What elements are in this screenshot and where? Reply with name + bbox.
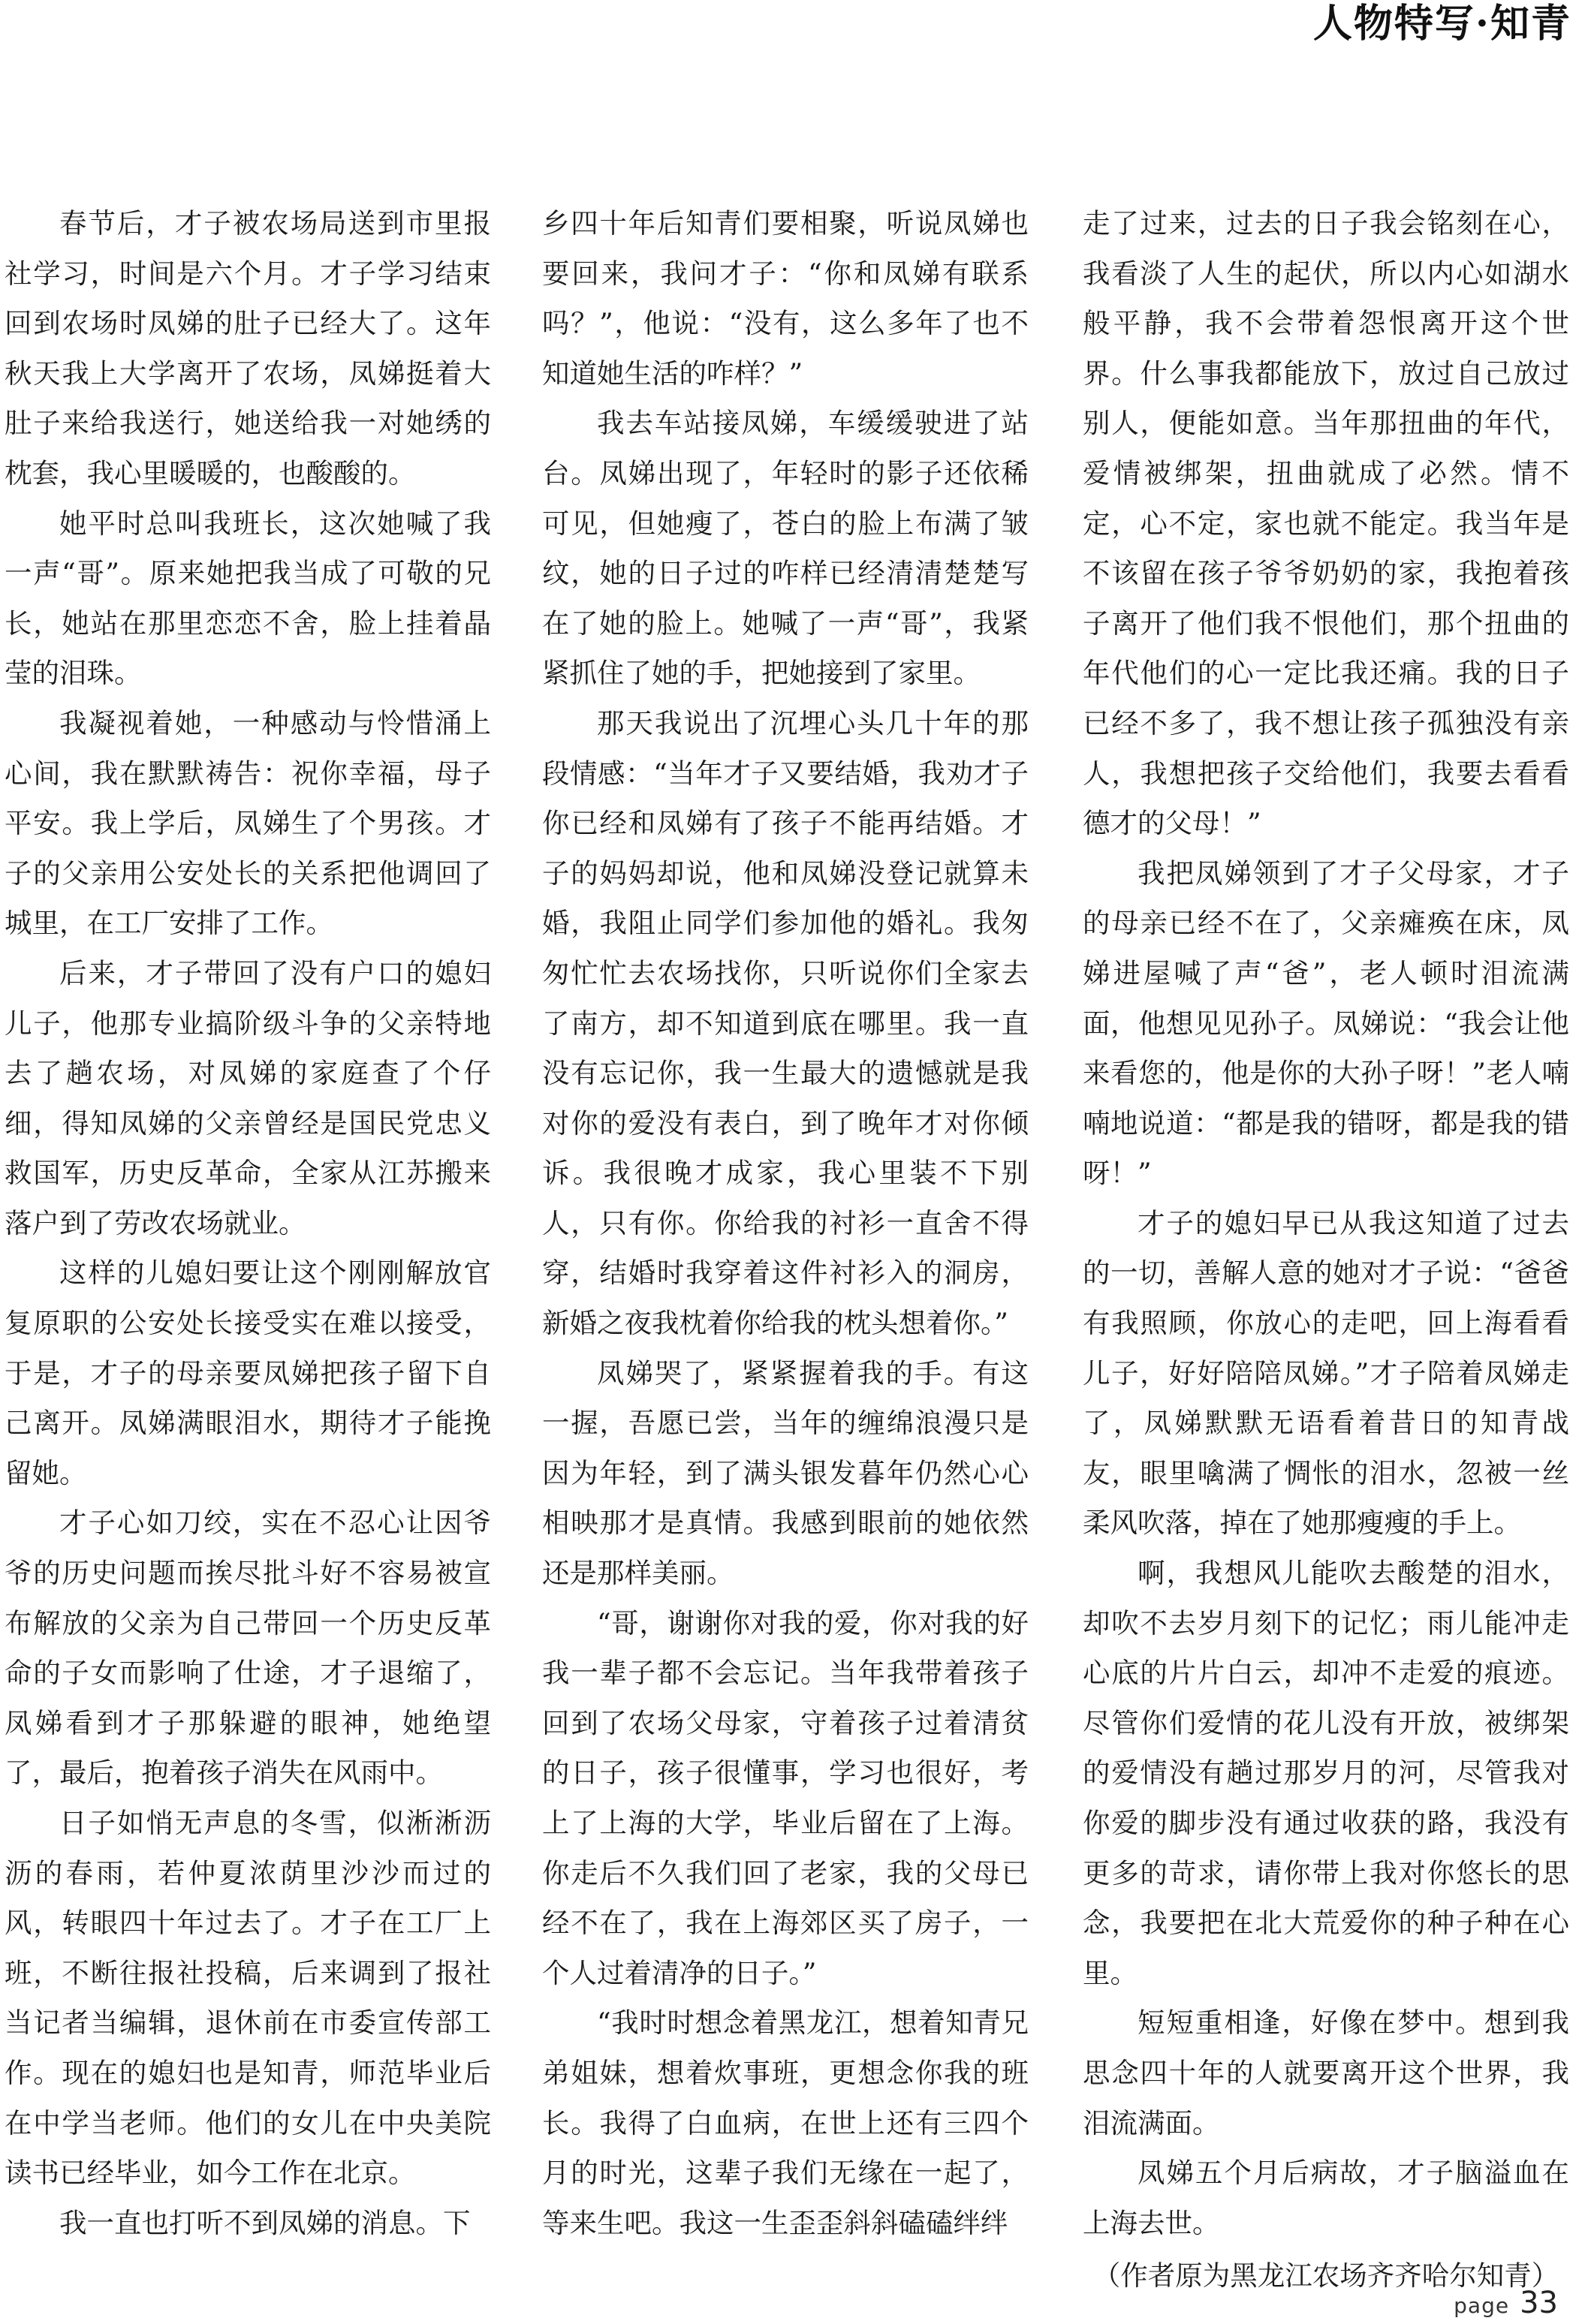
paragraph-continued: 走了过来，过去的日子我会铭刻在心，我看淡了人生的起伏，所以内心如湖水般平静，我不会带着怨恨离开这个世界。什么事我都能放下，放过自己放过别人，便能如意。当年那扭曲的年代，爱情被绑架，扭曲就成了必然。情不定，心不定，家也就不能定。我当年是不该留在孩子爷爷奶奶的家，我抱着孩子离开了他们我不恨他们，那个扭曲的年代他们的心一定比我还痛。我的日子已经不多了，我不想让孩子孤独没有亲人，我想把孩子交给他们，我要去看看德才的父母！” xyxy=(1083,207,1569,840)
paragraph: 那天我说出了沉埋心头几十年的那段情感：“当年才子又要结婚，我劝才子你已经和凤娣有了孩子不能再结婚。才子的妈妈却说，他和凤娣没登记就算未婚，我阻止同学们参加他的婚礼。我匆匆忙忙去农场找你，只听说你们全家去了南方，却不知道到底在哪里。我一直没有忘记你，我一生最大的遗憾就是我对你的爱没有表白，到了晚年才对你倾诉。我很晚才成家，我心里装不下别人，只有你。你给我的衬衫一直舍不得穿，结婚时我穿着这件衬衫入的洞房，新婚之夜我枕着你给我的枕头想着你。” xyxy=(542,706,1029,1340)
section-header: 人物特写·知青 xyxy=(1312,1,1571,47)
article-column-1 xyxy=(5,199,491,2248)
article-column-2 xyxy=(542,199,1029,2248)
paragraph: 才子心如刀绞，实在不忍心让因爷爷的历史问题而挨尽批斗好不容易被宣布解放的父亲为自己带回一个历史反革命的子女而影响了仕途，才子退缩了，凤娣看到才子那躲避的眼神，她绝望了，最后，抱着孩子消失在风雨中。 xyxy=(5,1507,491,1790)
paragraph: 啊，我想风儿能吹去酸楚的泪水，却吹不去岁月刻下的记忆；雨儿能冲走心底的片片白云，却冲不走爱的痕迹。尽管你们爱情的花儿没有开放，被绑架的爱情没有趟过那岁月的河，尽管我对你爱的脚步没有通过收获的路，我没有更多的苛求，请你带上我对你悠长的思念，我要把在北大荒爱你的种子种在心里。 xyxy=(1083,1557,1569,1989)
page-label: page xyxy=(1454,2293,1510,2318)
paragraph: 凤娣哭了，紧紧握着我的手。有这一握，吾愿已尝，当年的缠绵浪漫只是因为年轻，到了满头银发暮年仍然心心相映那才是真情。我感到眼前的她依然还是那样美丽。 xyxy=(542,1356,1029,1590)
page-number: 33 xyxy=(1520,2286,1558,2320)
paragraph: 我一直也打听不到凤娣的消息。下 xyxy=(59,2206,471,2239)
paragraph: 凤娣五个月后病故，才子脑溢血在上海去世。 xyxy=(1083,2157,1569,2239)
page-footer xyxy=(1454,2286,1558,2323)
paragraph: 春节后，才子被农场局送到市里报社学习，时间是六个月。才子学习结束回到农场时凤娣的肚子已经大了。这年秋天我上大学离开了农场，凤娣挺着大肚子来给我送行，她送给我一对她绣的枕套，我心里暖暖的，也酸酸的。 xyxy=(5,207,491,489)
paragraph: 我去车站接凤娣，车缓缓驶进了站台。凤娣出现了，年轻时的影子还依稀可见，但她瘦了，苍白的脸上布满了皱纹，她的日子过的咋样已经清清楚楚写在了她的脸上。她喊了一声“哥”，我紧紧抓住了她的手，把她接到了家里。 xyxy=(542,407,1029,690)
paragraph: 她平时总叫我班长，这次她喊了我一声“哥”。原来她把我当成了可敬的兄长，她站在那里恋恋不舍，脸上挂着晶莹的泪珠。 xyxy=(5,507,491,690)
paragraph: 才子的媳妇早已从我这知道了过去的一切，善解人意的她对才子说：“爸爸有我照顾，你放心的走吧，回上海看看儿子，好好陪陪凤娣。”才子陪着凤娣走了，凤娣默默无语看着昔日的知青战友，眼里噙满了惆怅的泪水，忽被一丝柔风吹落，掉在了她那瘦瘦的手上。 xyxy=(1083,1206,1569,1540)
paragraph: 我凝视着她，一种感动与怜惜涌上心间，我在默默祷告：祝你幸福，母子平安。我上学后，凤娣生了个男孩。才子的父亲用公安处长的关系把他调回了城里，在工厂安排了工作。 xyxy=(5,706,491,940)
paragraph: 我把凤娣领到了才子父母家，才子的母亲已经不在了，父亲瘫痪在床，凤娣进屋喊了声“爸”，老人顿时泪流满面，他想见见孙子。凤娣说：“我会让他来看您的，他是你的大孙子呀！”老人喃喃地说道：“都是我的错呀，都是我的错呀！” xyxy=(1083,856,1569,1190)
paragraph: 短短重相逢，好像在梦中。想到我思念四十年的人就要离开这个世界，我泪流满面。 xyxy=(1083,2006,1569,2139)
author-note: （作者原为黑龙江农场齐齐哈尔知青） xyxy=(1092,2259,1559,2292)
paragraph: 这样的儿媳妇要让这个刚刚解放官复原职的公安处长接受实在难以接受，于是，才子的母亲要凤娣把孩子留下自己离开。凤娣满眼泪水，期待才子能挽留她。 xyxy=(5,1257,491,1489)
paragraph: 后来，才子带回了没有户口的媳妇儿子，他那专业搞阶级斗争的父亲特地去了趟农场，对凤娣的家庭查了个仔细，得知凤娣的父亲曾经是国民党忠义救国军，历史反革命，全家从江苏搬来落户到了劳改农场就业。 xyxy=(5,956,491,1239)
paragraph-continued: 乡四十年后知青们要相聚，听说凤娣也要回来，我问才子：“你和凤娣有联系吗？”，他说：“没有，这么多年了也不知道她生活的咋样？” xyxy=(542,207,1029,390)
paragraph: “我时时想念着黑龙江，想着知青兄弟姐妹，想着炊事班，更想念你我的班长。我得了白血病，在世上还有三四个月的时光，这辈子我们无缘在一起了，等来生吧。我这一生歪歪斜斜磕磕绊绊 xyxy=(542,2006,1029,2239)
paragraph: 日子如悄无声息的冬雪，似淅淅沥沥的春雨，若仲夏浓荫里沙沙而过的风，转眼四十年过去了。才子在工厂上班，不断往报社投稿，后来调到了报社当记者当编辑，退休前在市委宣传部工作。现在的媳妇也是知青，师范毕业后在中学当老师。他们的女儿在中央美院读书已经毕业，如今工作在北京。 xyxy=(5,1807,491,2190)
paragraph: “哥，谢谢你对我的爱，你对我的好我一辈子都不会忘记。当年我带着孩子回到了农场父母家，守着孩子过着清贫的日子，孩子很懂事，学习也很好，考上了上海的大学，毕业后留在了上海。你走后不久我们回了老家，我的父母已经不在了，我在上海郊区买了房子，一个人过着清净的日子。” xyxy=(542,1606,1029,1989)
article-column-3 xyxy=(1083,199,1569,2301)
